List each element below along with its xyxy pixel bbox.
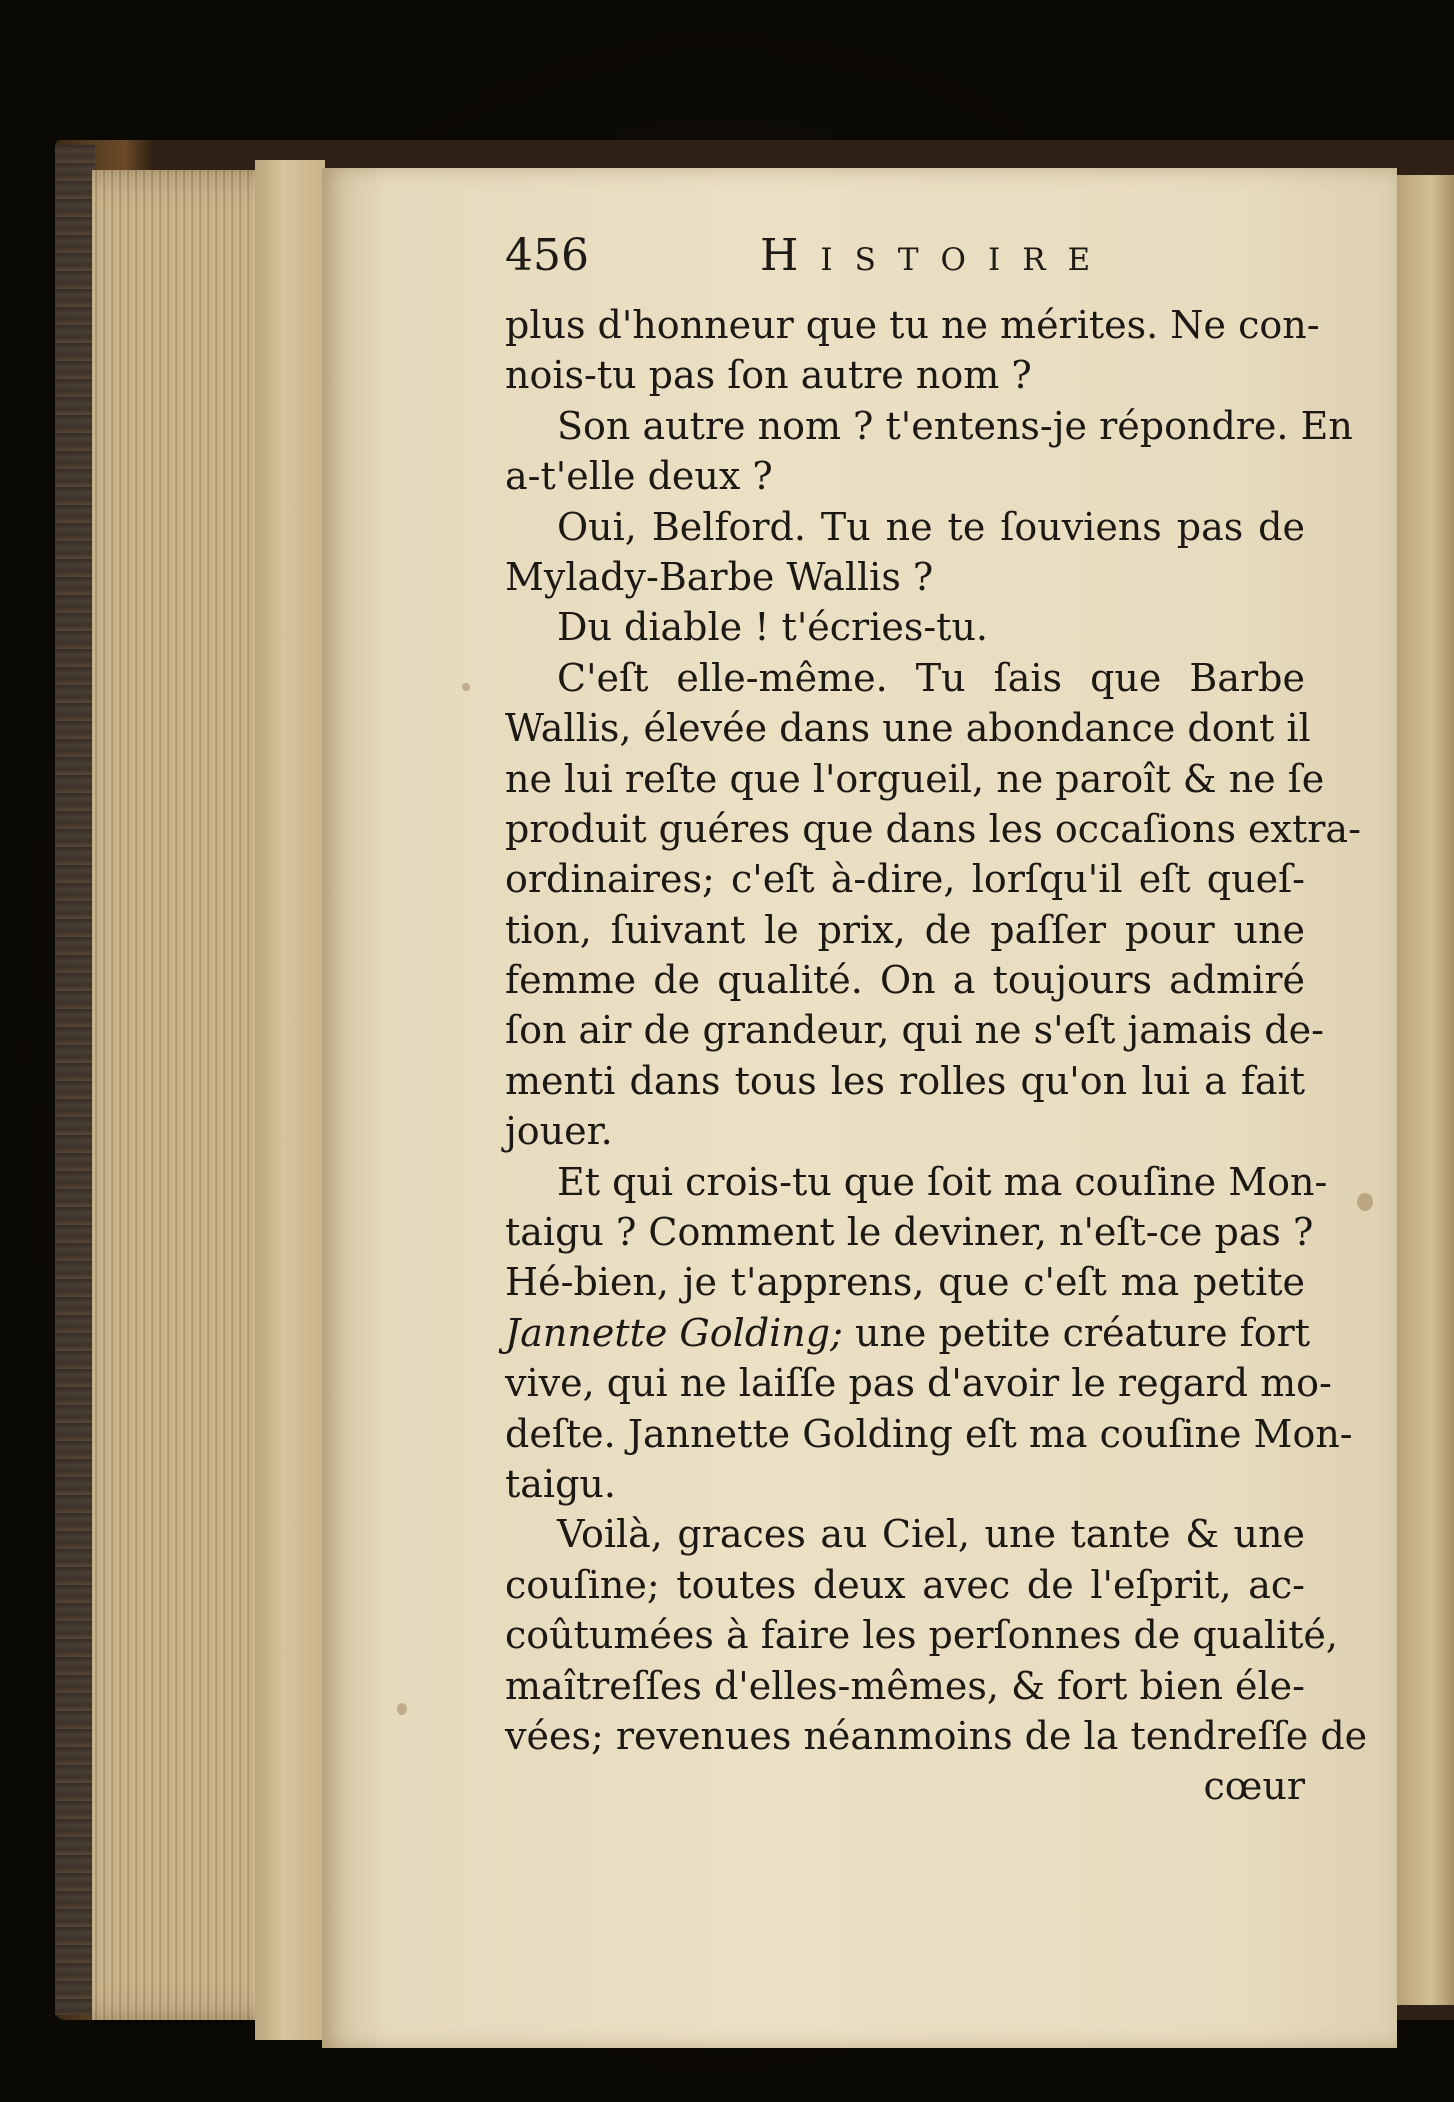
text-line: a-t'elle deux ? bbox=[505, 454, 773, 499]
text-line: Oui, Belford. Tu ne te ſouviens pas de bbox=[557, 504, 1305, 549]
running-title: Histoire bbox=[760, 230, 1113, 281]
text-line: nois-tu pas ſon autre nom ? bbox=[505, 353, 1032, 398]
page-block-fore-edge bbox=[255, 160, 325, 2040]
page-number: 456 bbox=[505, 230, 589, 281]
text-line: tion, ſuivant le prix, de paſſer pour une bbox=[505, 907, 1305, 952]
text-line: ne lui reſte que l'orgueil, ne paroît & ne ſe bbox=[505, 756, 1325, 801]
text-line: ordinaires; c'eſt à-dire, lorſqu'il eſt queſ- bbox=[505, 857, 1305, 902]
text-line: couſine; toutes deux avec de l'eſprit, ac- bbox=[505, 1562, 1305, 1607]
text-line: plus d'honneur que tu ne mérites. Ne con- bbox=[505, 303, 1320, 347]
text-line: menti dans tous les rolles qu'on lui a fait bbox=[505, 1058, 1305, 1103]
book-cover-edge bbox=[55, 145, 95, 2015]
text-line: Jannette Golding; une petite créature fort bbox=[505, 1310, 1311, 1355]
text-line: deſte. Jannette Golding eſt ma couſine Mon- bbox=[505, 1411, 1353, 1456]
foxing-spot bbox=[397, 1703, 407, 1715]
foxing-spot bbox=[462, 683, 470, 691]
text-line: taigu ? Comment le deviner, n'eſt-ce pas ? bbox=[505, 1210, 1314, 1255]
text-line: Et qui crois-tu que ſoit ma couſine Mon- bbox=[557, 1159, 1328, 1204]
facing-page-edge bbox=[1397, 175, 1454, 2005]
italic-name: Jannette Golding; bbox=[505, 1310, 843, 1355]
body-text bbox=[505, 300, 1368, 1812]
text-line: Mylady-Barbe Wallis ? bbox=[505, 554, 934, 599]
foxing-spot bbox=[1357, 1193, 1373, 1211]
catchword: cœur bbox=[1203, 1764, 1305, 1809]
text-line: jouer. bbox=[505, 1109, 613, 1154]
text-line: maîtreſſes d'elles-mêmes, & fort bien éle- bbox=[505, 1663, 1305, 1708]
page-header bbox=[505, 226, 1305, 286]
text-line: coûtumées à faire les perſonnes de qualité, bbox=[505, 1613, 1338, 1658]
text-line: Son autre nom ? t'entens-je répondre. En bbox=[557, 403, 1353, 448]
text-line: ſon air de grandeur, qui ne s'eſt jamais de- bbox=[505, 1008, 1324, 1053]
text-line: Wallis, élevée dans une abondance dont il bbox=[505, 706, 1311, 751]
text-line: femme de qualité. On a toujours admiré bbox=[505, 958, 1305, 1003]
text-line: taigu. bbox=[505, 1461, 616, 1506]
text-line: Voilà, graces au Ciel, une tante & une bbox=[557, 1512, 1305, 1557]
text-line: vive, qui ne laiſſe pas d'avoir le regard mo- bbox=[505, 1361, 1332, 1406]
text-line: Hé-bien, je t'apprens, que c'eſt ma petite bbox=[505, 1260, 1305, 1305]
text-line: C'eſt elle-même. Tu ſais que Barbe bbox=[557, 655, 1305, 700]
text-line: vées; revenues néanmoins de la tendreſſe de bbox=[505, 1713, 1368, 1758]
text-line: Du diable ! t'écries-tu. bbox=[557, 605, 989, 650]
text-line: produit guéres que dans les occaſions extra- bbox=[505, 806, 1361, 851]
